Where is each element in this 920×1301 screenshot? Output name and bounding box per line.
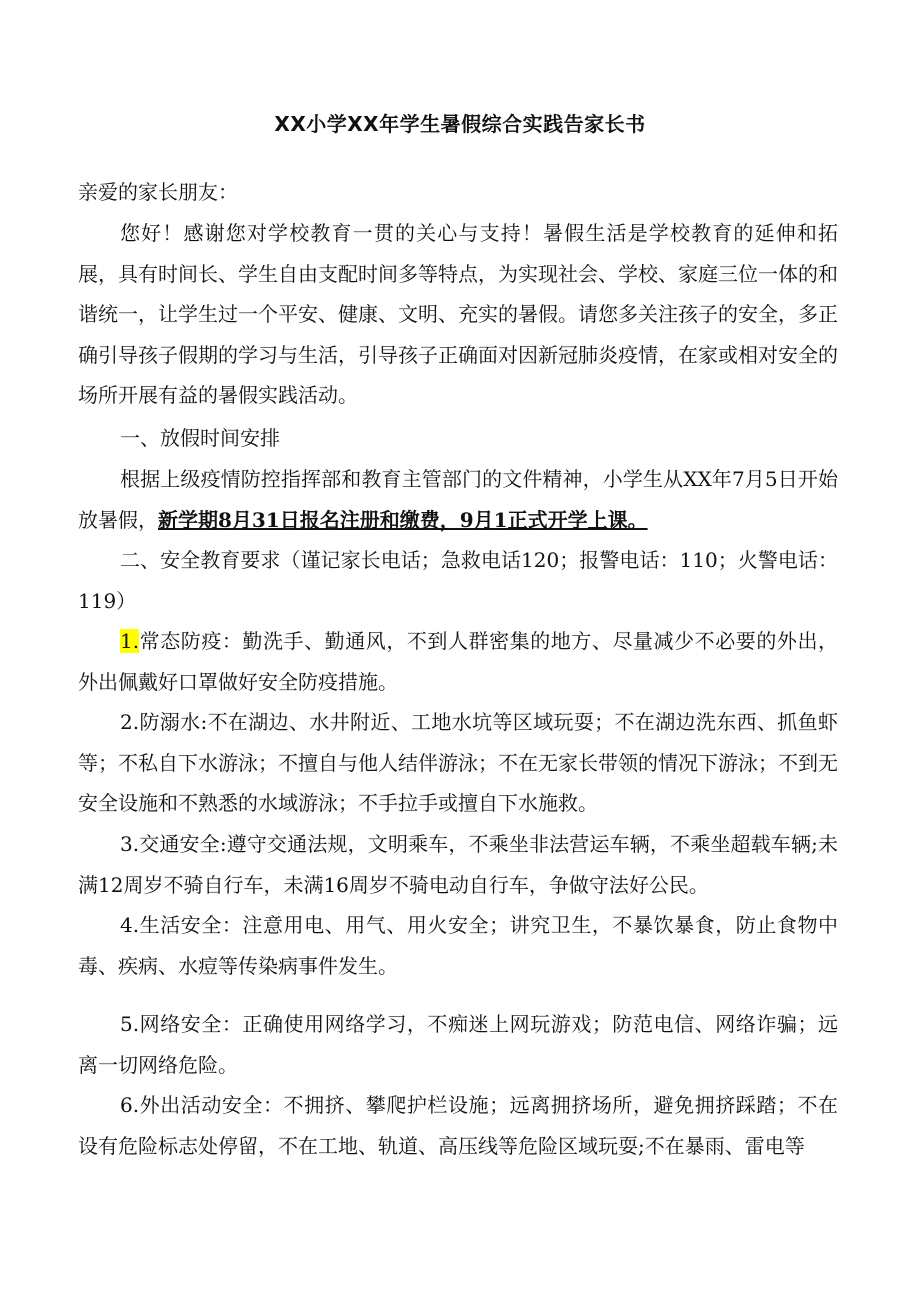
list-item	[78, 824, 838, 905]
intro-paragraph: 您好！感谢您对学校教育一贯的关心与支持！暑假生活是学校教育的延伸和拓展，具有时间长、学生自由支配时间多等特点，为实现社会、学校、家庭三位一体的和谐统一，让学生过一个平安、健康、文明、充实的暑假。请您多关注孩子的安全，多正确引导孩子假期的学习与生活，引导孩子正确面对因新冠肺炎疫情，在家或相对安全的场所开展有益的暑假实践活动。	[78, 221, 838, 407]
item-number: 5	[120, 1012, 133, 1036]
schedule-text: 根据上级疫情防控指挥部和教育主管部门的文件精神，小学生从XX年7月5日开始放暑假，	[78, 467, 838, 532]
list-item	[78, 621, 838, 702]
item-number: 2	[120, 710, 133, 734]
item-text: .生活安全：注意用电、用气、用火安全；讲究卫生，不暴饮暴食，防止食物中毒、疾病、水痘等传染病事件发生。	[78, 913, 838, 978]
section-heading-safety: 二、安全教育要求（谨记家长电话；急救电话120；报警电话：110；火警电话：119）	[78, 548, 838, 613]
item-text: 常态防疫：勤洗手、勤通风，不到人群密集的地方、尽量减少不必要的外出，外出佩戴好口罩做好安全防疫措施。	[78, 629, 838, 694]
item-text: .交通安全:遵守交通法规，文明乘车，不乘坐非法营运车辆，不乘坐超载车辆;未满12周岁不骑自行车，未满16周岁不骑电动自行车，争做守法好公民。	[78, 832, 838, 897]
schedule-emphasis: 新学期8月31日报名注册和缴费，9月1正式开学上课。	[158, 507, 648, 532]
list-item	[78, 702, 838, 824]
document-title: XX小学XX年学生暑假综合实践告家长书	[274, 112, 646, 136]
greeting: 亲爱的家长朋友：	[78, 180, 238, 204]
list-item	[78, 905, 838, 986]
item-text: .网络安全：正确使用网络学习，不痴迷上网玩游戏；防范电信、网络诈骗；远离一切网络危险。	[78, 1012, 838, 1077]
item-text: .防溺水:不在湖边、水井附近、工地水坑等区域玩耍；不在湖边洗东西、抓鱼虾等；不私自下水游泳；不擅自与他人结伴游泳；不在无家长带领的情况下游泳；不到无安全设施和不熟悉的水域游泳；不手拉手或擅自下水施救。	[78, 710, 838, 815]
item-number: 6	[120, 1093, 133, 1117]
list-item	[78, 1004, 838, 1085]
item-number: 3	[120, 832, 133, 856]
list-item	[78, 1085, 838, 1166]
item-number-highlight: 1.	[120, 629, 140, 653]
section-heading-schedule: 一、放假时间安排	[120, 426, 280, 450]
item-text: .外出活动安全：不拥挤、攀爬护栏设施；远离拥挤场所，避免拥挤踩踏；不在设有危险标志处停留，不在工地、轨道、高压线等危险区域玩耍;不在暴雨、雷电等	[78, 1093, 838, 1158]
schedule-paragraph	[78, 459, 838, 540]
item-number: 4	[120, 913, 133, 937]
